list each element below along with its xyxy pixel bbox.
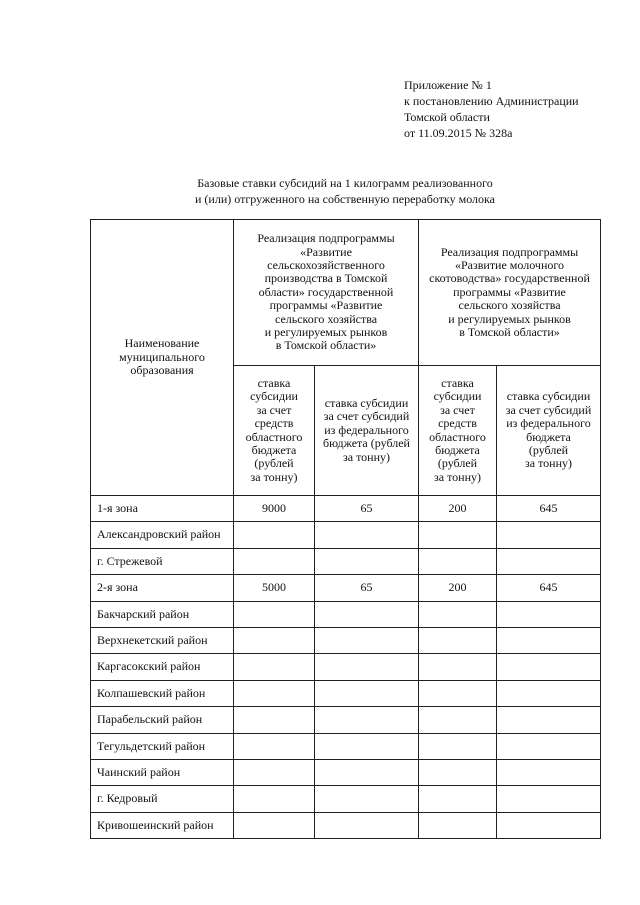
header-line: Реализация подпрограммы (440, 244, 579, 259)
rate-cell (234, 759, 315, 785)
rate-cell (497, 627, 601, 653)
rate-cell: 5000 (234, 575, 315, 601)
header-line: субсидии (250, 389, 298, 404)
appendix-line: к постановлению Администрации (404, 94, 579, 108)
municipality-name: Колпашевский район (91, 680, 234, 706)
header-line: (рублей (437, 456, 478, 471)
rate-cell (234, 680, 315, 706)
table-row (91, 733, 601, 759)
header-line: за тонну) (525, 456, 572, 471)
header-line: из федерального (324, 422, 409, 437)
rate-cell: 645 (497, 575, 601, 601)
municipality-name: Кривошеинский район (91, 812, 234, 838)
header-line: бюджета (526, 429, 571, 444)
appendix-line: Томской области (404, 110, 490, 124)
rate-cell: 9000 (234, 496, 315, 522)
header-line: ставка (257, 375, 291, 390)
rate-cell: 65 (315, 575, 419, 601)
municipality-name: Парабельский район (91, 707, 234, 733)
table-row (91, 759, 601, 785)
rate-cell: 645 (497, 496, 601, 522)
federal-rate-header (497, 366, 601, 496)
rate-cell (497, 786, 601, 812)
rate-cell (497, 707, 601, 733)
rate-cell (419, 759, 497, 785)
header-line: бюджета (435, 442, 480, 457)
rate-cell (315, 627, 419, 653)
rate-cell (234, 812, 315, 838)
municipality-name: 1-я зона (91, 496, 234, 522)
table-row (91, 812, 601, 838)
name-column-header: Наименование муниципального образования (91, 220, 234, 496)
header-line: ставка (441, 375, 474, 390)
header-line: в Томской области» (459, 325, 560, 340)
municipality-name: Чаинский район (91, 759, 234, 785)
rate-cell (419, 812, 497, 838)
rate-cell (315, 522, 419, 548)
municipality-name: Верхнекетский район (91, 627, 234, 653)
header-line: Реализация подпрограммы (257, 231, 395, 246)
table-row (91, 654, 601, 680)
rate-cell (497, 680, 601, 706)
table-row (91, 786, 601, 812)
rate-cell (497, 654, 601, 680)
table-row (91, 707, 601, 733)
table-row (91, 601, 601, 627)
federal-rate-header (315, 366, 419, 496)
header-line: ставка субсидии (324, 395, 409, 410)
rate-cell (234, 627, 315, 653)
rate-cell (234, 654, 315, 680)
rate-cell (497, 812, 601, 838)
header-line: за счет субсидий (505, 402, 592, 417)
header-line: области» государственной (258, 284, 394, 299)
rate-cell (419, 627, 497, 653)
table-row (91, 522, 601, 548)
rate-cell (497, 548, 601, 574)
header-line: «Развитие (300, 244, 352, 259)
municipality-name: 2-я зона (91, 575, 234, 601)
header-line: за тонну) (250, 469, 298, 484)
header-line: за тонну) (343, 449, 390, 464)
appendix-line: от 11.09.2015 № 328а (404, 126, 513, 140)
header-line: «Развитие молочного (454, 257, 564, 272)
header-line: за счет (256, 402, 292, 417)
header-line: сельского хозяйства (274, 311, 378, 326)
header-line: за счет субсидий (323, 409, 410, 424)
header-line: из федерального (506, 416, 591, 431)
table-row (91, 496, 601, 522)
rate-cell (497, 522, 601, 548)
rate-cell (315, 548, 419, 574)
rate-cell (497, 601, 601, 627)
municipality-name: Александровский район (91, 522, 234, 548)
rate-cell (419, 601, 497, 627)
header-line: программы «Развитие (269, 298, 383, 313)
rate-cell (419, 707, 497, 733)
rate-cell (234, 707, 315, 733)
municipality-name: Каргасокский район (91, 654, 234, 680)
header-line: сельскохозяйственного (267, 257, 385, 272)
rate-cell (419, 680, 497, 706)
program1-header (234, 220, 419, 366)
rate-cell (315, 601, 419, 627)
header-line: областного (245, 429, 303, 444)
header-line: бюджета (рублей (323, 436, 410, 451)
header-line: программы «Развитие (453, 284, 566, 299)
header-line: субсидии (433, 389, 482, 404)
table-row (91, 575, 601, 601)
regional-rate-header (234, 366, 315, 496)
header-line: скотоводства» государственной (429, 271, 590, 286)
appendix-line: Приложение № 1 (404, 78, 492, 92)
rate-cell (315, 786, 419, 812)
header-line: (рублей (528, 442, 569, 457)
table-row (91, 627, 601, 653)
municipality-name: г. Кедровый (91, 786, 234, 812)
municipality-name: г. Стрежевой (91, 548, 234, 574)
header-line: и регулируемых рынков (264, 325, 388, 340)
header-line: за тонну) (434, 469, 481, 484)
rate-cell (419, 522, 497, 548)
rate-cell (419, 786, 497, 812)
header-line: областного (429, 429, 486, 444)
rate-cell (315, 654, 419, 680)
rate-cell: 200 (419, 496, 497, 522)
header-line: в Томской области» (275, 338, 377, 353)
header-line: (рублей (254, 456, 294, 471)
rate-cell (497, 733, 601, 759)
header-line: за счет (440, 402, 475, 417)
rate-cell (419, 733, 497, 759)
rate-cell (234, 733, 315, 759)
rate-cell (315, 680, 419, 706)
rate-cell (497, 759, 601, 785)
subsidy-rates-table (90, 219, 601, 839)
rate-cell (419, 654, 497, 680)
rate-cell (234, 548, 315, 574)
header-line: ставка субсидии (506, 389, 591, 404)
rate-cell (315, 733, 419, 759)
rate-cell: 200 (419, 575, 497, 601)
header-line: сельского хозяйства (458, 298, 561, 313)
municipality-name: Бакчарский район (91, 601, 234, 627)
rate-cell: 65 (315, 496, 419, 522)
header-line: и регулируемых рынков (448, 311, 571, 326)
header-line: бюджета (251, 442, 297, 457)
header-line: средств (438, 416, 477, 431)
title-line: и (или) отгруженного на собственную переработку молока (195, 192, 495, 206)
municipality-name: Тегульдетский район (91, 733, 234, 759)
rate-cell (234, 601, 315, 627)
appendix-block (404, 77, 579, 141)
rate-cell (315, 759, 419, 785)
header-line: производства в Томской (264, 271, 388, 286)
title-line: Базовые ставки субсидий на 1 килограмм реализованного (197, 176, 493, 190)
regional-rate-header (419, 366, 497, 496)
rate-cell (315, 707, 419, 733)
rate-cell (419, 548, 497, 574)
table-row (91, 548, 601, 574)
rate-cell (234, 786, 315, 812)
header-line: средств (254, 416, 294, 431)
program2-header (419, 220, 601, 366)
rate-cell (234, 522, 315, 548)
rate-cell (315, 812, 419, 838)
table-row (91, 680, 601, 706)
document-title (90, 175, 600, 207)
